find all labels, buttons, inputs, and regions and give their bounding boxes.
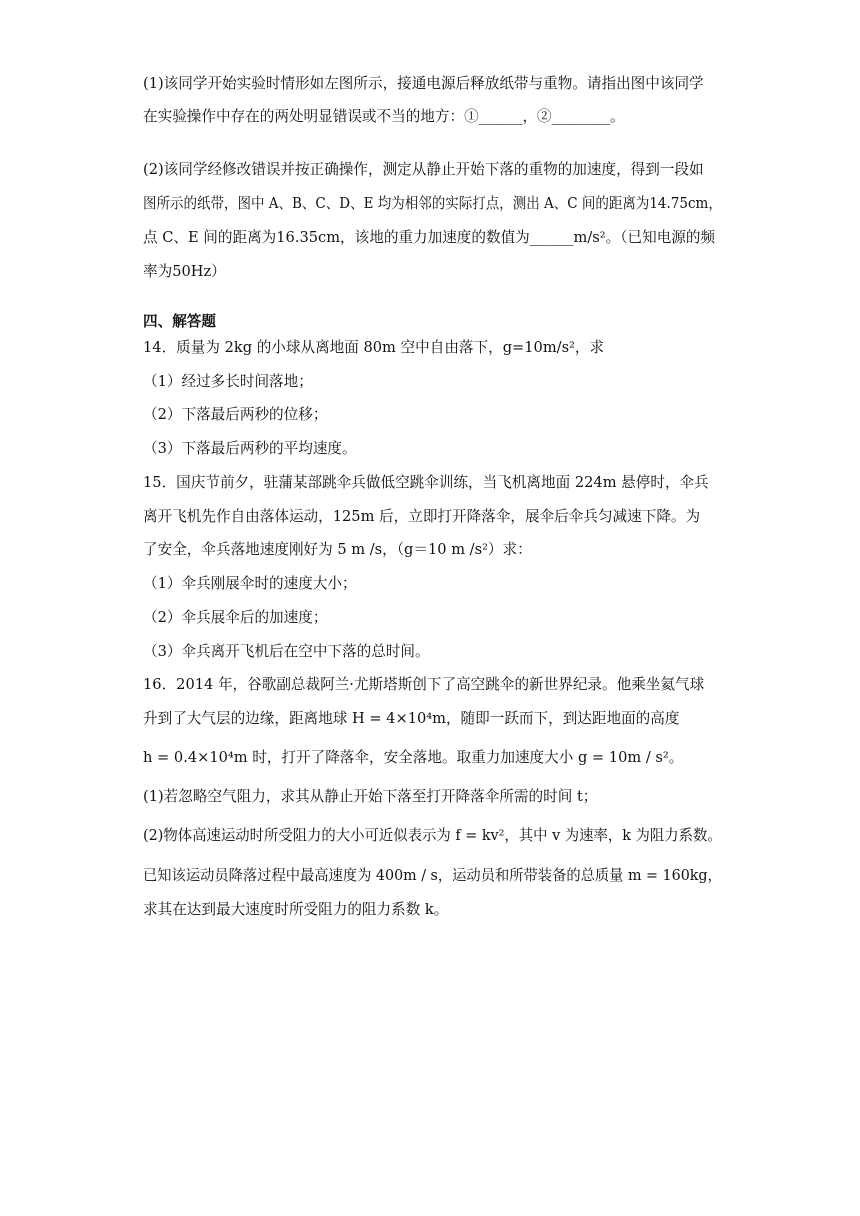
- q15-stem-line1: 15．国庆节前夕，驻蒲某部跳伞兵做低空跳伞训练，当飞机离地面 224m 悬停时，伞兵: [143, 474, 709, 491]
- q14-stem: 14．质量为 2kg 的小球从离地面 80m 空中自由落下，g=10m/s²，求: [143, 339, 605, 356]
- q13-part2-line3: 点 C、E 间的距离为16.35cm，该地的重力加速度的数值为______m/s²。（已知电源的频: [143, 229, 716, 246]
- q16-item-2: (2)物体高速运动时所受阻力的大小可近似表示为 f = kv²，其中 v 为速率，k 为阻力系数。: [143, 827, 722, 844]
- q16-item-3: 已知该运动员降落过程中最高速度为 400m / s，运动员和所带装备的总质量 m = 160kg，: [143, 867, 722, 884]
- q14-item-2: （2）下落最后两秒的位移；: [143, 406, 328, 423]
- section-title: 四、解答题: [143, 313, 216, 330]
- q15-item-1: （1）伞兵刚展伞时的速度大小；: [143, 575, 357, 592]
- q15-item-2: （2）伞兵展伞后的加速度；: [143, 609, 328, 626]
- q16-stem-line3: h = 0.4×10⁴m 时，打开了降落伞，安全落地。取重力加速度大小 g = 10m / s²。: [143, 749, 684, 766]
- q13-part2-line4: 率为50Hz）: [143, 263, 226, 280]
- q13-part2-line1: (2)该同学经修改错误并按正确操作，测定从静止开始下落的重物的加速度，得到一段如: [143, 161, 704, 178]
- q16-stem-line1: 16．2014 年，谷歌副总裁阿兰·尤斯塔斯创下了高空跳伞的新世界纪录。他乘坐氦气球: [143, 676, 705, 693]
- q15-stem-line2: 离开飞机先作自由落体运动，125m 后，立即打开降落伞，展伞后伞兵匀减速下降。为: [143, 508, 701, 525]
- q14-item-3: （3）下落最后两秒的平均速度。: [143, 440, 357, 457]
- q13-part1-line2: 在实验操作中存在的两处明显错误或不当的地方：①______，②________。: [143, 108, 625, 125]
- q14-item-1: （1）经过多长时间落地；: [143, 373, 313, 390]
- q16-item-4: 求其在达到最大速度时所受阻力的阻力系数 k。: [143, 901, 449, 918]
- q13-part1-line1: (1)该同学开始实验时情形如左图所示，接通电源后释放纸带与重物。请指出图中该同学: [143, 75, 704, 92]
- q16-item-1: (1)若忽略空气阻力，求其从静止开始下落至打开降落伞所需的时间 t；: [143, 788, 598, 805]
- q15-item-3: （3）伞兵离开飞机后在空中下落的总时间。: [143, 643, 430, 660]
- q13-part2-line2: 图所示的纸带，图中 A、B、C、D、E 均为相邻的实际打点，测出 A、C 间的距离为14.75cm，: [143, 195, 722, 212]
- q16-stem-line2: 升到了大气层的边缘，距离地球 H = 4×10⁴m，随即一跃而下，到达距地面的高度: [143, 710, 680, 727]
- q15-stem-line3: 了安全，伞兵落地速度刚好为 5 m /s，（g＝10 m /s²）求：: [143, 541, 532, 558]
